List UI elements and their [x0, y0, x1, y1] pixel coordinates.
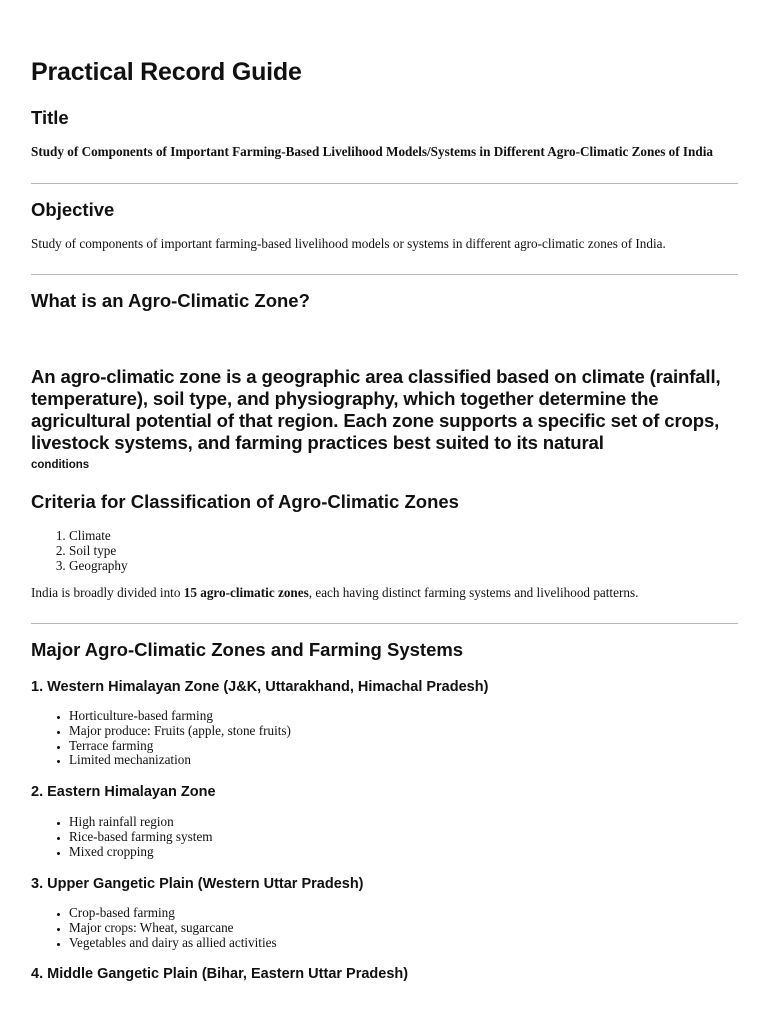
list-item: • High rainfall region — [69, 815, 213, 830]
zone-points — [31, 906, 277, 950]
zone-heading: 3. Upper Gangetic Plain (Western Uttar Pradesh) — [31, 876, 364, 892]
list-item: 3. Geography — [69, 559, 128, 574]
list-item: • Mixed cropping — [69, 845, 213, 860]
india-text-post: , each having distinct farming systems and livelihood patterns. — [308, 585, 639, 600]
list-item: • Crop-based farming — [69, 906, 277, 921]
divider — [31, 623, 738, 624]
list-item: • Major crops: Wheat, sugarcane — [69, 921, 277, 936]
objective-text: Study of components of important farming-based livelihood models or systems in different agro-climatic zones of India. — [31, 236, 666, 251]
divider — [31, 183, 738, 184]
objective-heading: Objective — [31, 199, 115, 220]
list-item: • Terrace farming — [69, 739, 291, 754]
list-item: • Rice-based farming system — [69, 830, 213, 845]
acz-definition: An agro-climatic zone is a geographic area classified based on climate (rainfall, temperature), soil type, and physiography, which together determine the agricultural potential of that region. Each zone supports a specific set of crops, livestock systems, and farming practices best suited to its natural — [31, 366, 721, 453]
zone-heading: 1. Western Himalayan Zone (J&K, Uttarakhand, Himachal Pradesh) — [31, 679, 489, 695]
list-item: • Limited mechanization — [69, 753, 291, 768]
acz-definition-tail: conditions — [31, 459, 90, 471]
zone-heading: 2. Eastern Himalayan Zone — [31, 784, 216, 800]
zone-points — [31, 815, 213, 859]
india-text-pre: India is broadly divided into — [31, 585, 184, 600]
list-item: 1. Climate — [69, 529, 128, 544]
title-heading: Title — [31, 107, 69, 128]
major-zones-heading: Major Agro-Climatic Zones and Farming Systems — [31, 639, 464, 660]
zone-heading: 4. Middle Gangetic Plain (Bihar, Eastern Uttar Pradesh) — [31, 966, 409, 982]
criteria-heading: Criteria for Classification of Agro-Climatic Zones — [31, 491, 459, 512]
criteria-list — [31, 529, 128, 573]
list-item: • Horticulture-based farming — [69, 709, 291, 724]
list-item: 2. Soil type — [69, 544, 128, 559]
acz-heading: What is an Agro-Climatic Zone? — [31, 290, 310, 311]
study-title: Study of Components of Important Farming-Based Livelihood Models/Systems in Different Agro-Climatic Zones of India — [31, 144, 713, 159]
india-text-bold: 15 agro-climatic zones — [183, 585, 309, 600]
india-zones-text — [31, 585, 731, 600]
list-item: • Major produce: Fruits (apple, stone fruits) — [69, 724, 291, 739]
list-item: • Vegetables and dairy as allied activities — [69, 936, 277, 951]
divider — [31, 274, 738, 275]
zone-points — [31, 709, 291, 768]
page-title: Practical Record Guide — [31, 58, 302, 86]
